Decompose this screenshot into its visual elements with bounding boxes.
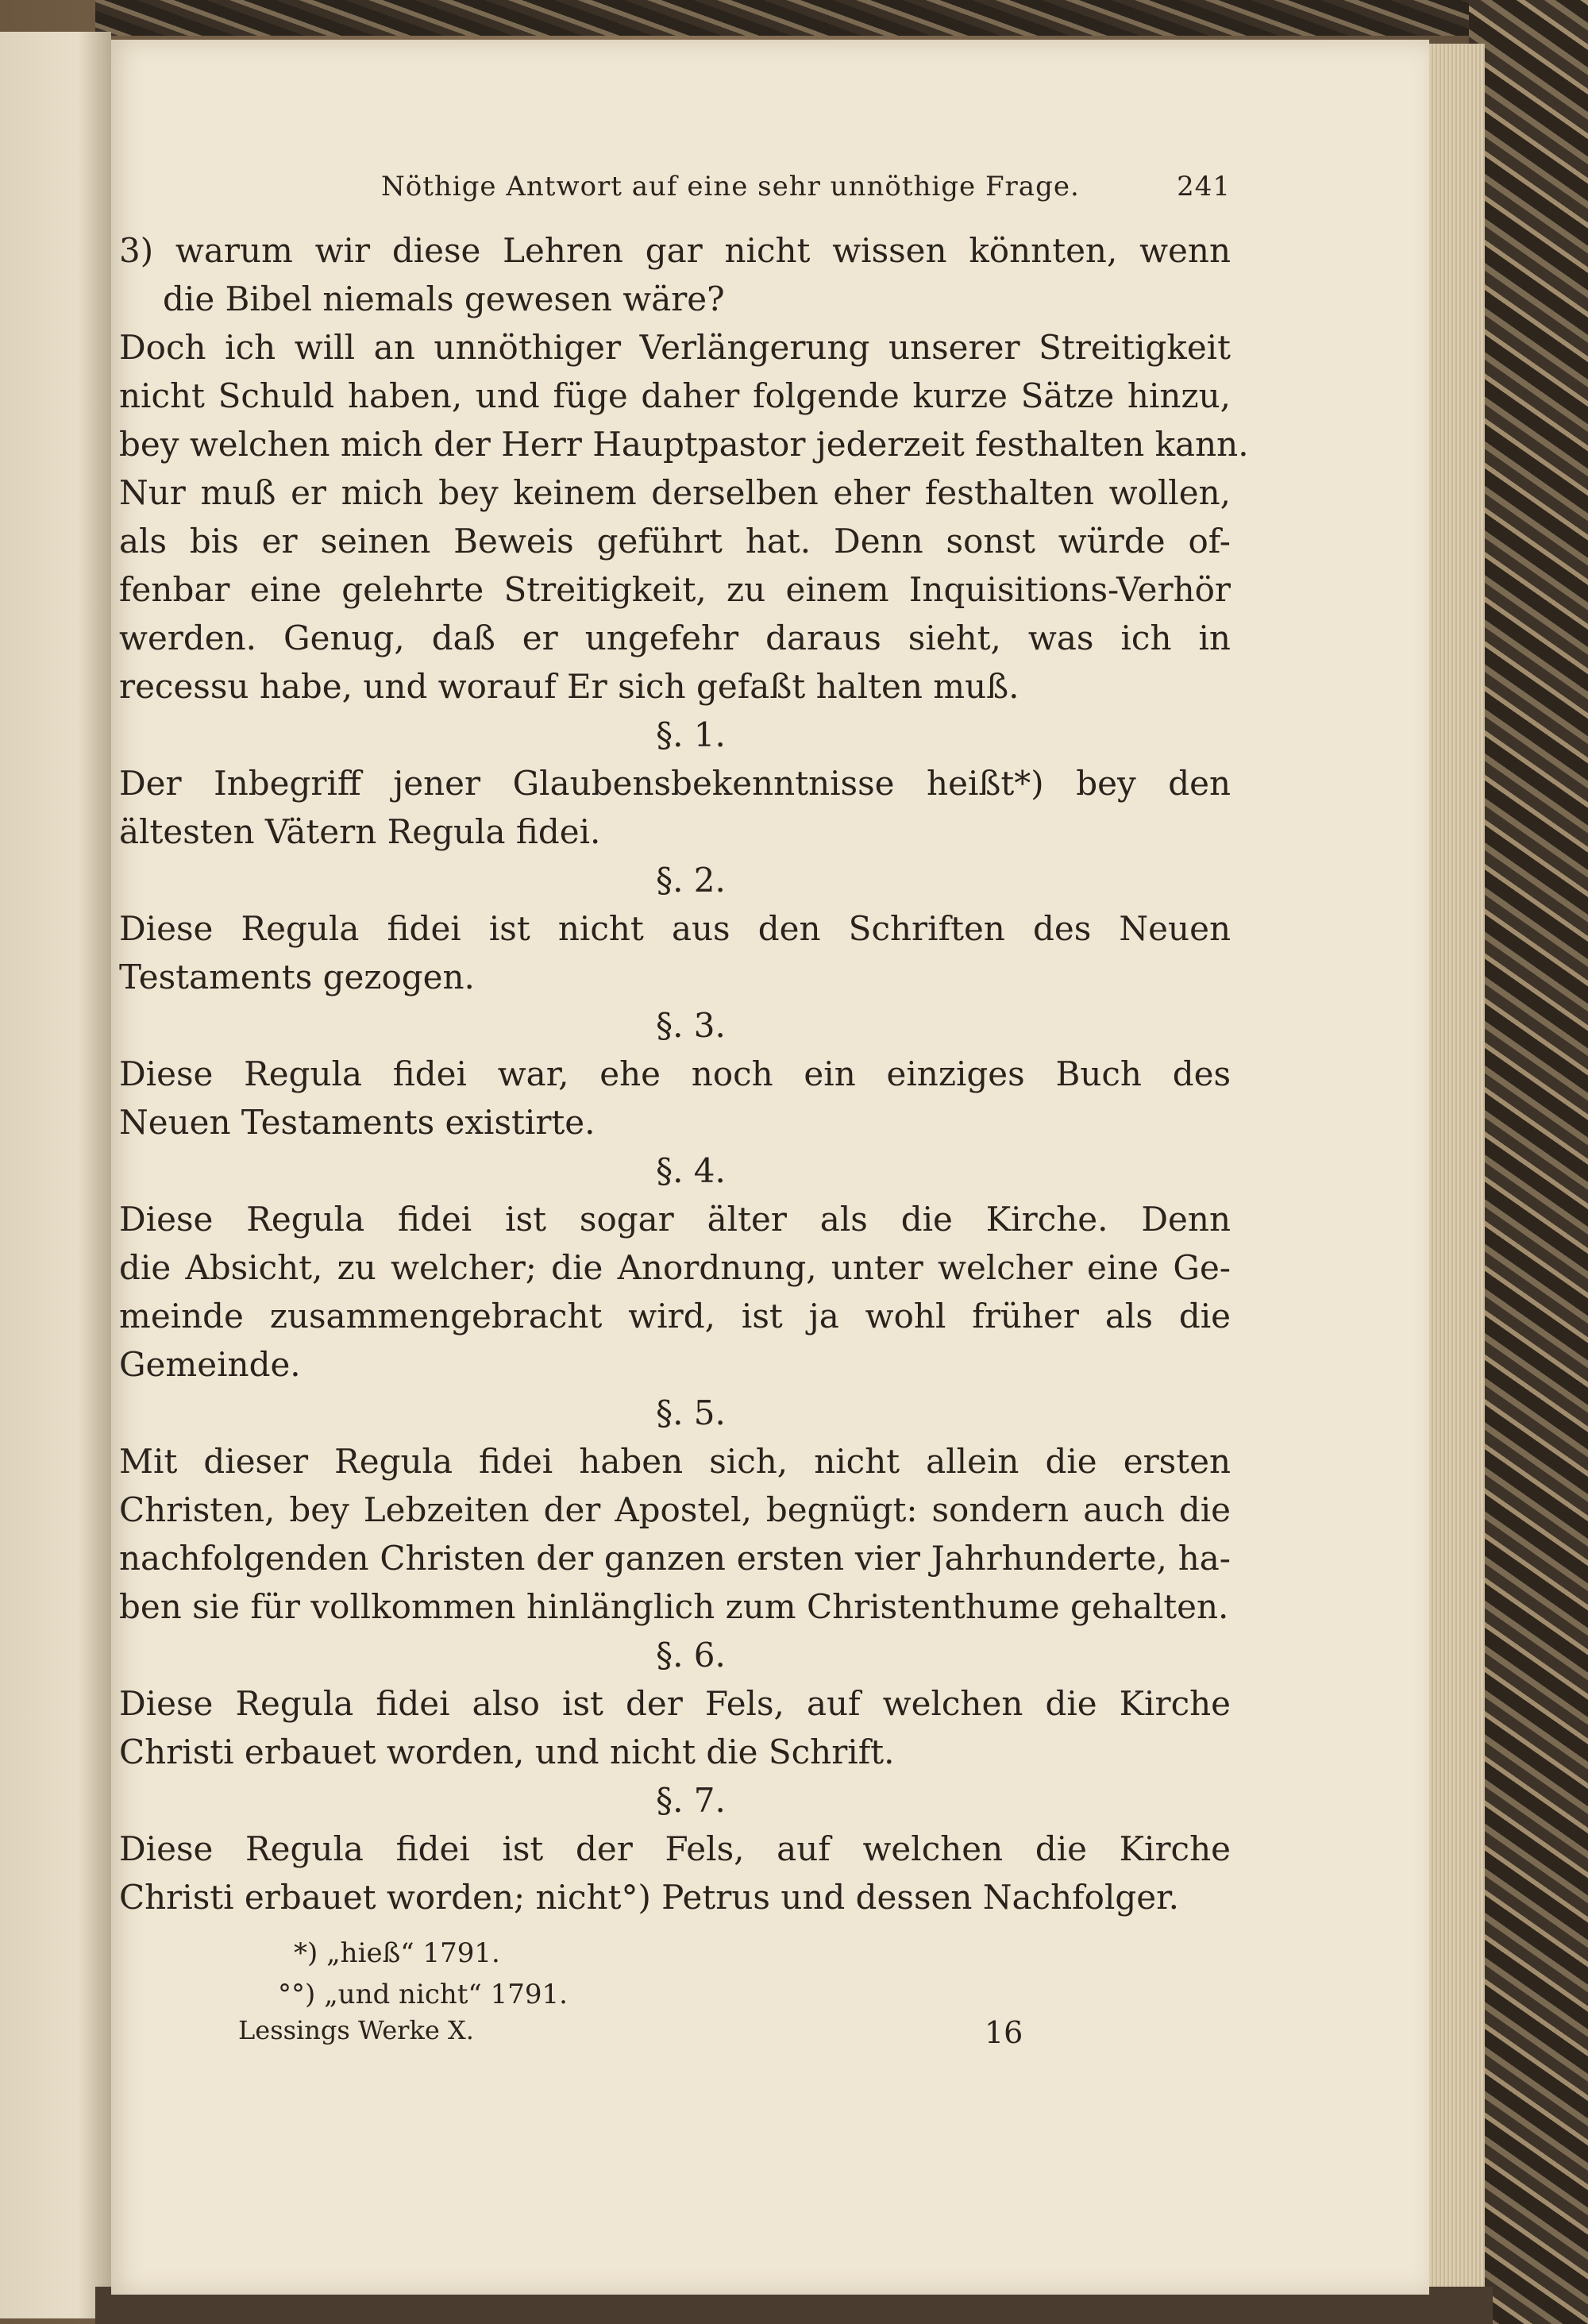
section-heading: §. 3. bbox=[656, 1006, 726, 1045]
running-title: Nöthige Antwort auf eine sehr unnöthige Frage. bbox=[381, 171, 1080, 202]
text-line: Christen, bey Lebzeiten der Apostel, begnügt: sondern auch die bbox=[119, 1490, 1231, 1529]
text-line: Diese Regula fidei ist sogar älter als die Kirche. Denn bbox=[119, 1200, 1231, 1239]
section-heading: §. 5. bbox=[656, 1393, 726, 1432]
text-line: recessu habe, und worauf Er sich gefaßt halten muß. bbox=[119, 667, 1019, 706]
footnote: *) „hieß“ 1791. bbox=[294, 1937, 500, 1969]
text-line: Diese Regula fidei ist der Fels, auf welchen die Kirche bbox=[119, 1829, 1231, 1868]
text-line: Christi erbauet worden, und nicht die Schrift. bbox=[119, 1732, 895, 1771]
text-line: 3) warum wir diese Lehren gar nicht wissen könnten, wenn bbox=[119, 231, 1231, 270]
footnote: °°) „und nicht“ 1791. bbox=[278, 1979, 568, 2010]
text-line: Testaments gezogen. bbox=[119, 958, 475, 996]
sheet-number: 16 bbox=[985, 2015, 1023, 2050]
page-number: 241 bbox=[1177, 171, 1231, 202]
text-line: die Absicht, zu welcher; die Anordnung, unter welcher eine Ge- bbox=[119, 1248, 1231, 1287]
text-line: die Bibel niemals gewesen wäre? bbox=[163, 279, 725, 318]
section-heading: §. 4. bbox=[656, 1151, 726, 1190]
text-line: bey welchen mich der Herr Hauptpastor jederzeit festhalten kann. bbox=[119, 425, 1249, 464]
text-line: Mit dieser Regula fidei haben sich, nicht allein die ersten bbox=[119, 1442, 1231, 1481]
section-heading: §. 1. bbox=[656, 715, 726, 754]
text-line: Doch ich will an unnöthiger Verlängerung unserer Streitigkeit bbox=[119, 328, 1231, 367]
text-line: Diese Regula fidei also ist der Fels, auf welchen die Kirche bbox=[119, 1684, 1231, 1723]
text-line: Nur muß er mich bey keinem derselben eher festhalten wollen, bbox=[119, 473, 1231, 512]
text-line: Der Inbegriff jener Glaubensbekenntnisse heißt*) bey den bbox=[119, 764, 1231, 803]
book-cover-top bbox=[95, 0, 1493, 36]
section-heading: §. 7. bbox=[656, 1781, 726, 1820]
page-footer bbox=[119, 2015, 1231, 2063]
signature-mark: Lessings Werke X. bbox=[238, 2015, 474, 2045]
text-line: als bis er seinen Beweis geführt hat. Denn sonst würde of- bbox=[119, 522, 1231, 561]
text-line: Diese Regula fidei ist nicht aus den Schriften des Neuen bbox=[119, 909, 1231, 948]
running-head bbox=[119, 171, 1231, 226]
page-content bbox=[119, 171, 1249, 2063]
text-line: Gemeinde. bbox=[119, 1345, 301, 1384]
section-heading: §. 6. bbox=[656, 1636, 726, 1675]
text-line: ben sie für vollkommen hinlänglich zum Christenthume gehalten. bbox=[119, 1587, 1229, 1626]
facing-page-edge bbox=[0, 32, 111, 2318]
text-line: werden. Genug, daß er ungefehr daraus sieht, was ich in bbox=[119, 619, 1231, 657]
text-line: ältesten Vätern Regula fidei. bbox=[119, 812, 601, 851]
text-line: fenbar eine gelehrte Streitigkeit, zu einem Inquisitions-Verhör bbox=[119, 570, 1231, 609]
section-heading: §. 2. bbox=[656, 861, 726, 900]
text-line: nicht Schuld haben, und füge daher folgende kurze Sätze hinzu, bbox=[119, 376, 1231, 415]
text-line: nachfolgenden Christen der ganzen ersten vier Jahrhunderte, ha- bbox=[119, 1539, 1231, 1578]
marbled-cover bbox=[1469, 0, 1588, 2324]
text-line: Christi erbauet worden; nicht°) Petrus und dessen Nachfolger. bbox=[119, 1878, 1179, 1917]
intro-paragraph bbox=[119, 226, 1249, 711]
text-line: meinde zusammengebracht wird, ist ja wohl früher als die bbox=[119, 1297, 1231, 1335]
footnotes bbox=[119, 1933, 1231, 2015]
text-line: Neuen Testaments existirte. bbox=[119, 1103, 596, 1142]
text-line: Diese Regula fidei war, ehe noch ein einziges Buch des bbox=[119, 1054, 1231, 1093]
